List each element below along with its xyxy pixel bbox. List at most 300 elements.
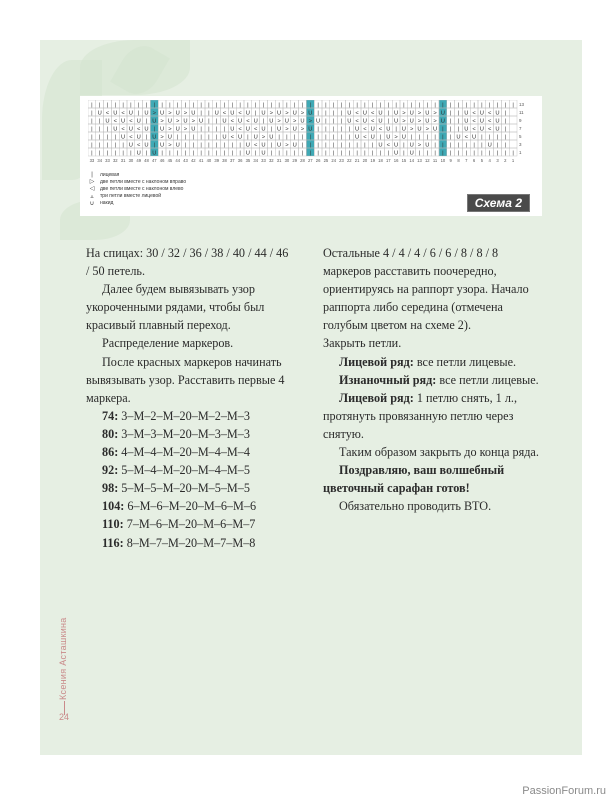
stitch-symbol: | [184,150,187,157]
marker-sequence: 3–М–3–М–20–М–3–М–3 [118,426,250,441]
row-text: все петли лицевые. [413,354,517,369]
size-label: 92: [102,463,119,478]
stitch-symbol: < [238,126,242,133]
stitch-symbol: U [245,150,250,157]
column-number: 22 [346,158,352,163]
stitch-symbol: U [191,110,196,117]
stitch-symbol: | [278,134,280,141]
stitch-symbol: | [91,134,93,141]
stitch-symbol: | [153,126,156,133]
stitch-symbol: | [488,150,491,157]
column-number: 9 [449,158,452,163]
stitch-symbol: U [394,142,399,149]
stitch-symbol: | [473,142,475,149]
stitch-symbol: | [91,110,93,117]
stitch-symbol: | [176,134,179,141]
column-number: 10 [440,158,446,163]
column-number: 41 [198,158,204,163]
stitch-symbol: | [348,126,351,133]
stitch-symbol: | [309,102,312,109]
stitch-symbol: > [300,110,305,117]
marker-sequence: 8–М–7–М–20–М–7–М–8 [123,535,256,550]
stitch-symbol: | [208,126,210,133]
stitch-symbol: U [300,118,305,125]
left-column [86,244,291,552]
column-number: 29 [292,158,298,163]
size-label: 74: [102,408,119,423]
column-number: 33 [89,158,95,163]
stitch-symbol: | [114,150,117,157]
column-number: 27 [307,158,313,163]
stitch-symbol: U [144,110,149,117]
stitch-symbol: U [495,110,500,117]
grid-cell [509,108,517,116]
legend-symbol: ◁ [89,186,95,193]
stitch-symbol: | [504,134,507,141]
stitch-symbol: | [449,118,452,125]
stitch-symbol: U [316,118,321,125]
grid-cell [509,140,517,148]
stitch-symbol: > [410,126,414,133]
stitch-symbol: | [223,102,226,109]
stitch-symbol: < [238,110,242,117]
column-number: 21 [354,158,360,163]
stitch-symbol: > [160,134,164,141]
stitch-symbol: U [347,110,352,117]
stitch-symbol: | [91,126,93,133]
stitch-symbol: | [301,150,304,157]
stitch-symbol: | [130,150,132,157]
grid-cell [509,124,517,132]
stitch-symbol: U [386,126,391,133]
stitch-symbol: > [417,110,422,117]
stitch-symbol: U [464,110,469,117]
marker-sequence: 7–М–6–М–20–М–6–М–7 [123,517,256,532]
stitch-symbol: U [222,134,227,141]
stitch-symbol: U [394,110,399,117]
stitch-symbol: U [464,126,469,133]
stitch-symbol: U [378,142,383,149]
column-number: 44 [175,158,181,163]
stitch-symbol: | [106,150,109,157]
stitch-symbol: U [308,110,313,117]
column-number: 32 [112,158,118,163]
stitch-symbol: U [386,134,391,141]
stitch-symbol: | [473,102,475,109]
stitch-symbol: | [387,150,390,157]
stitch-symbol: | [387,110,390,117]
paragraph: Обязательно проводить ВТО. [339,499,492,514]
watermark: PassionForum.ru [522,785,606,797]
stitch-symbol: | [192,150,195,157]
stitch-symbol: < [488,110,492,117]
column-number: 48 [144,158,149,163]
legend-symbol: ∪ [89,200,95,207]
stitch-symbol: | [130,102,132,109]
marker-sequence: 6–М–6–М–20–М–6–М–6 [124,499,257,514]
legend-symbol: ▷ [89,179,95,186]
stitch-symbol: | [114,142,117,149]
stitch-symbol: U [253,118,258,125]
stitch-symbol: | [309,150,312,157]
stitch-symbol: | [457,110,460,117]
stitch-symbol: | [465,150,468,157]
stitch-symbol: | [410,134,413,141]
stitch-symbol: | [98,150,101,157]
row-number: 3 [519,142,522,147]
stitch-symbol: | [332,150,335,157]
column-number: 20 [362,158,368,163]
stitch-symbol: U [245,126,250,133]
stitch-symbol: | [145,118,148,125]
stitch-symbol: | [301,102,304,109]
stitch-symbol: < [355,110,359,117]
column-number: 35 [245,158,251,163]
stitch-symbol: > [402,110,406,117]
size-marker-row [86,479,291,497]
stitch-symbol: | [122,102,124,109]
stitch-symbol: | [403,142,405,149]
stitch-symbol: U [456,134,461,141]
stitch-symbol: < [363,126,367,133]
size-marker-row [86,515,291,533]
stitch-symbol: U [238,134,243,141]
grid-cell [509,132,517,140]
stitch-symbol: | [247,102,249,109]
size-label: 98: [102,481,119,496]
stitch-symbol: | [98,126,101,133]
legend-text: лицевая [100,171,120,178]
size-marker-row [86,534,291,552]
stitch-symbol: | [449,142,452,149]
stitch-symbol: | [301,142,304,149]
column-number: 11 [432,158,438,163]
column-number: 19 [370,158,376,163]
stitch-symbol: U [105,118,110,125]
stitch-symbol: | [317,110,319,117]
stitch-symbol: | [371,142,374,149]
stitch-symbol: U [160,142,165,149]
row-label: Лицевой ряд: [339,354,414,369]
stitch-symbol: < [230,134,234,141]
stitch-symbol: U [245,142,250,149]
stitch-symbol: > [394,134,398,141]
stitch-symbol: U [152,150,157,157]
stitch-symbol: | [309,142,312,149]
size-marker-list [86,407,291,552]
stitch-symbol: | [371,150,374,157]
stitch-symbol: U [479,118,484,125]
column-number: 49 [136,158,142,163]
size-label: 116: [102,535,124,550]
stitch-symbol: | [262,118,265,125]
stitch-symbol: < [472,126,476,133]
column-number: 42 [190,158,196,163]
stitch-symbol: U [261,150,266,157]
stitch-symbol: U [277,142,282,149]
stitch-symbol: | [356,142,358,149]
row-instruction [323,389,548,443]
row-label: Изнаночный ряд: [339,372,437,387]
column-number: 15 [401,158,407,163]
stitch-symbol: > [183,126,188,133]
stitch-symbol: | [504,118,507,125]
stitch-symbol: | [340,118,343,125]
stitch-symbol: U [230,126,235,133]
stitch-symbol: > [183,110,188,117]
stitch-symbol: | [356,150,358,157]
stitch-symbol: U [238,118,243,125]
stitch-symbol: | [91,102,93,109]
stitch-symbol: | [286,134,288,141]
stitch-symbol: | [403,150,405,157]
stitch-symbol: U [175,110,180,117]
marker-sequence: 5–М–4–М–20–М–4–М–5 [118,463,250,478]
row-number: 7 [519,126,522,131]
column-number: 34 [97,158,103,163]
stitch-symbol: U [440,118,445,125]
size-label: 110: [102,517,124,532]
stitch-symbol: | [122,150,124,157]
stitch-symbol: | [332,118,335,125]
stitch-symbol: | [231,142,234,149]
paragraph: После красных маркеров начинать вывязывать узор. Расставить первые 4 маркера. [86,354,285,405]
stitch-symbol: | [325,110,327,117]
stitch-symbol: U [425,118,430,125]
stitch-symbol: | [254,110,257,117]
stitch-symbol: U [370,126,375,133]
size-marker-row [86,461,291,479]
stitch-symbol: | [145,102,148,109]
stitch-symbol: U [175,142,180,149]
stitch-symbol: U [284,118,289,125]
column-number: 3 [496,158,499,163]
stitch-symbol: | [457,142,460,149]
stitch-symbol: | [317,102,319,109]
stitch-symbol: | [512,102,514,109]
stitch-symbol: | [379,134,382,141]
row-text: 1 петлю снять, 1 л., протянуть провязанную петлю через снятую. [323,390,518,441]
stitch-symbol: | [426,102,429,109]
legend-entry [88,178,186,185]
stitch-symbol: | [387,102,390,109]
stitch-symbol: | [223,142,226,149]
stitch-symbol: | [442,102,444,109]
legend-symbol: ▵ [90,193,94,200]
stitch-symbol: | [512,150,514,157]
stitch-symbol: U [425,110,430,117]
stitch-symbol: > [402,118,406,125]
stitch-symbol: U [479,110,484,117]
stitch-symbol: | [348,134,351,141]
stitch-symbol: U [152,118,157,125]
stitch-symbol: U [160,126,165,133]
stitch-symbol: | [317,126,319,133]
stitch-symbol: | [325,134,327,141]
stitch-symbol: U [269,134,274,141]
stitch-symbol: U [417,126,422,133]
column-number: 38 [222,158,227,163]
column-number: 37 [229,158,235,163]
stitch-symbol: U [144,126,149,133]
stitch-symbol: | [184,102,187,109]
stitch-symbol: | [488,134,491,141]
column-number: 28 [300,158,305,163]
row-number: 9 [519,118,522,123]
stitch-symbol: | [504,102,507,109]
stitch-symbol: < [464,134,468,141]
stitch-symbol: > [277,118,281,125]
row-instruction [323,371,548,389]
stitch-symbol: U [277,126,282,133]
paragraph: Распределение маркеров. [102,336,234,351]
stitch-symbol: | [309,134,312,141]
stitch-symbol: | [200,150,202,157]
column-number: 31 [276,158,282,163]
stitch-symbol: | [496,134,499,141]
stitch-symbol: < [355,118,359,125]
stitch-symbol: U [409,150,414,157]
stitch-symbol: > [168,142,172,149]
stitch-symbol: | [496,102,499,109]
stitch-symbol: | [145,150,148,157]
column-number: 43 [183,158,188,163]
marker-sequence: 4–М–4–М–20–М–4–М–4 [118,445,250,460]
stitch-symbol: U [440,110,445,117]
stitch-symbol: U [245,110,250,117]
legend-text: две петли вместе с наклоном вправо [100,178,187,185]
stitch-symbol: | [91,118,93,125]
row-number: 5 [519,134,522,139]
size-label: 104: [102,499,125,514]
row-number: 11 [519,110,524,115]
stitch-symbol: | [457,102,460,109]
stitch-symbol: > [425,126,429,133]
stitch-symbol: | [395,126,397,133]
stitch-symbol: < [121,126,125,133]
stitch-symbol: | [473,150,475,157]
stitch-symbol: U [495,118,500,125]
stitch-symbol: | [208,118,210,125]
stitch-symbol: > [168,110,172,117]
stitch-symbol: | [340,102,343,109]
page-number: 24 [59,712,70,722]
stitch-symbol: | [317,150,319,157]
stitch-symbol: > [168,126,172,133]
stitch-symbol: U [136,134,141,141]
legend-entry [88,200,186,207]
stitch-symbol: U [175,126,180,133]
stitch-symbol: | [215,102,218,109]
size-marker-row [86,497,291,515]
stitch-symbol: | [98,134,101,141]
stitch-symbol: | [481,134,483,141]
stitch-symbol: U [292,142,297,149]
row-number: 1 [519,150,522,155]
stitch-symbol: | [481,142,483,149]
stitch-symbol: U [144,142,149,149]
column-number: 8 [457,158,460,163]
stitch-symbol: > [417,142,422,149]
congrats-text [323,461,548,497]
stitch-symbol: | [208,150,210,157]
stitch-symbol: U [495,126,500,133]
stitch-symbol: < [254,142,258,149]
column-number: 30 [284,158,290,163]
stitch-symbol: | [364,142,366,149]
stitch-symbol: U [292,110,297,117]
stitch-symbol: | [161,150,163,157]
stitch-symbol: | [192,142,195,149]
stitch-symbol: | [270,142,273,149]
legend-text: две петли вместе с наклоном влево [100,185,184,192]
stitch-symbol: | [153,102,156,109]
stitch-symbol: U [487,142,492,149]
row-label: Лицевой ряд: [339,390,414,405]
stitch-symbol: < [371,118,375,125]
stitch-symbol: | [449,110,452,117]
stitch-symbol: | [449,134,452,141]
stitch-symbol: | [340,110,343,117]
stitch-symbol: < [246,118,250,125]
stitch-symbol: U [355,134,360,141]
stitch-symbol: | [325,142,327,149]
column-number: 13 [417,158,422,163]
column-number: 16 [393,158,399,163]
stitch-symbol: | [332,102,335,109]
column-number: 36 [237,158,243,163]
column-number: 17 [385,158,391,163]
size-marker-row [86,407,291,425]
stitch-symbol: | [286,102,288,109]
stitch-symbol: | [364,102,366,109]
stitch-symbol: U [394,150,399,157]
stitch-symbol: | [442,134,444,141]
stitch-symbol: | [403,102,405,109]
legend-text: три петли вместе лицевой [100,193,162,200]
stitch-symbol: < [129,118,133,125]
stitch-symbol: | [449,102,452,109]
stitch-symbol: < [105,110,110,117]
stitch-symbol: | [200,134,202,141]
stitch-symbol: | [488,102,491,109]
stitch-symbol: | [395,102,397,109]
stitch-symbol: | [457,118,460,125]
stitch-symbol: | [137,102,140,109]
stitch-symbol: U [269,118,274,125]
stitch-symbol: U [355,126,360,133]
stitch-symbol: > [152,110,156,117]
stitch-symbol: | [98,102,101,109]
stitch-symbol: < [121,110,125,117]
stitch-symbol: U [253,134,258,141]
column-number: 45 [167,158,173,163]
stitch-symbol: U [128,110,133,117]
paragraph: Далее будем вывязывать узор укороченными рядами, чтобы был красивый плавный переход. [86,282,265,333]
stitch-symbol: | [106,126,109,133]
stitch-symbol: U [261,126,266,133]
stitch-symbol: U [113,110,118,117]
stitch-symbol: U [128,142,133,149]
stitch-symbol: U [191,126,196,133]
scheme-legend [88,171,186,207]
stitch-symbol: | [364,150,366,157]
stitch-symbol: U [394,118,399,125]
column-number: 39 [214,158,220,163]
stitch-symbol: | [161,102,163,109]
stitch-symbol: | [387,118,390,125]
stitch-symbol: | [418,150,421,157]
